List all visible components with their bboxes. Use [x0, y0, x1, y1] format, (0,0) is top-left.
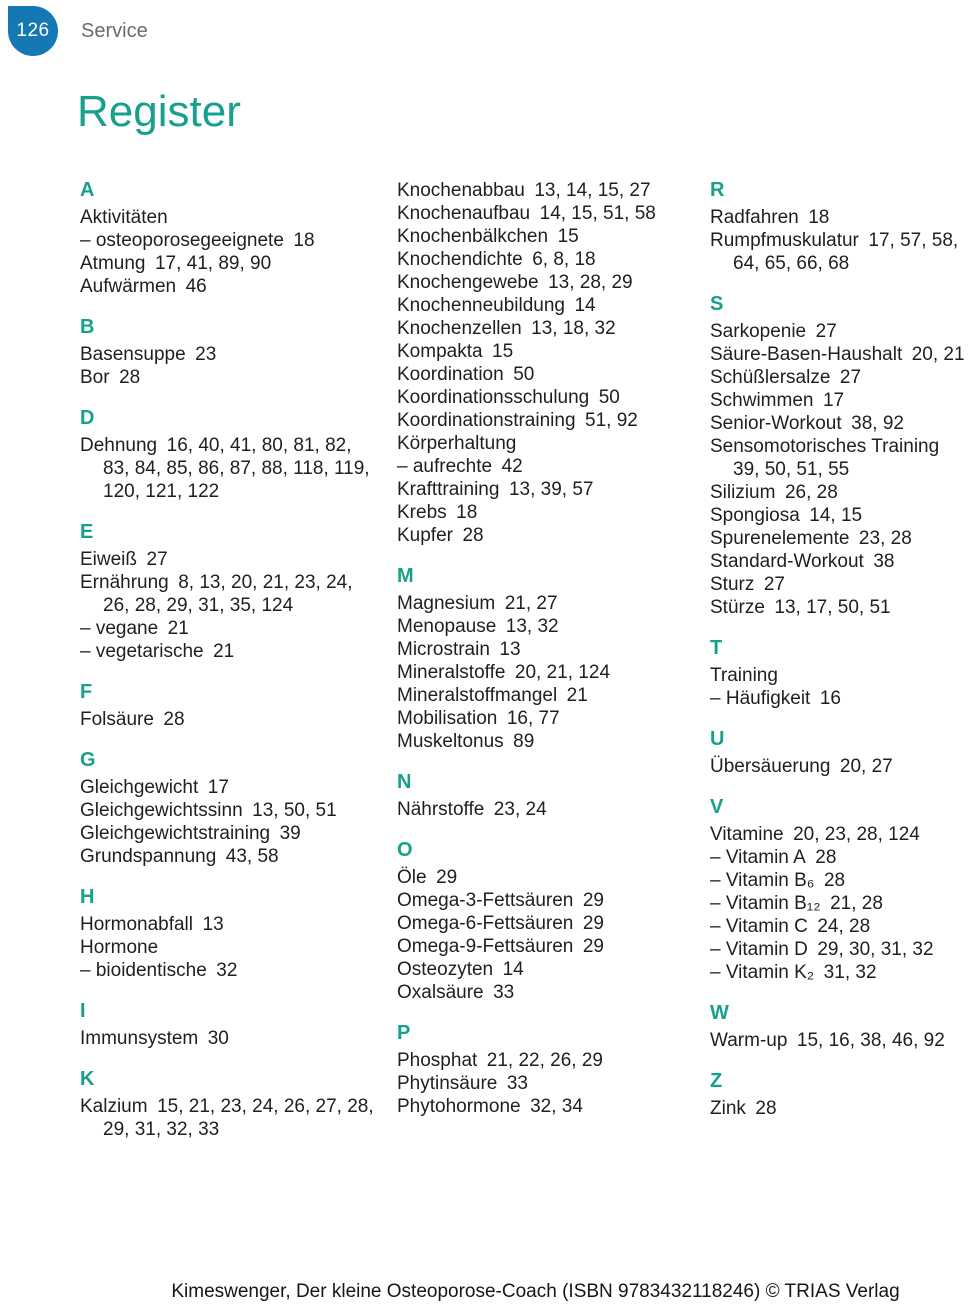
index-entry: Omega-9-Fettsäuren 29 — [397, 936, 604, 957]
index-entry: Knochenabbau 13, 14, 15, 27 — [397, 180, 651, 201]
index-entry: Grundspannung 43, 58 — [80, 846, 279, 867]
index-group-p — [397, 1022, 692, 1118]
section-letter: N — [397, 771, 412, 793]
page-title: Register — [77, 87, 241, 136]
section-letter: S — [710, 293, 724, 315]
index-entry: Phosphat 21, 22, 26, 29 — [397, 1050, 603, 1071]
index-entry: – Vitamin K₂ 31, 32 — [710, 962, 877, 983]
index-entry: – Vitamin C 24, 28 — [710, 916, 871, 937]
index-entry: Gleichgewicht 17 — [80, 777, 229, 798]
index-entry: Mobilisation 16, 77 — [397, 708, 560, 729]
index-entry: Rumpfmuskulatur 17, 57, 58, 64, 65, 66, 68 — [710, 230, 959, 274]
index-group-o — [397, 839, 692, 1004]
index-entry: Sensomotorisches Training 39, 50, 51, 55 — [710, 436, 949, 480]
index-entry: Silizium 26, 28 — [710, 482, 838, 503]
index-entry: Mineralstoffmangel 21 — [397, 685, 588, 706]
index-entry: – Vitamin B₁₂ 21, 28 — [710, 893, 883, 914]
section-letter: T — [710, 637, 723, 659]
index-entry: Hormonabfall 13 — [80, 914, 224, 935]
index-entry: Microstrain 13 — [397, 639, 521, 660]
index-entry: Basensuppe 23 — [80, 344, 217, 365]
index-group-t — [710, 637, 973, 710]
section-letter: M — [397, 565, 414, 587]
index-entry: Hormone — [80, 937, 159, 958]
index-entry: Koordinationsschulung 50 — [397, 387, 620, 408]
index-entry: Menopause 13, 32 — [397, 616, 559, 637]
section-letter: E — [80, 521, 94, 543]
section-label: Service — [81, 20, 148, 42]
index-entry: Knochenaufbau 14, 15, 51, 58 — [397, 203, 656, 224]
index-group-h — [80, 886, 377, 982]
index-entry: Schüßlersalze 27 — [710, 367, 862, 388]
index-entry: Gleichgewichtssinn 13, 50, 51 — [80, 800, 337, 821]
index-entry: Körperhaltung — [397, 433, 517, 454]
index-entry: Senior-Workout 38, 92 — [710, 413, 904, 434]
index-entry: Training — [710, 665, 778, 686]
index-group-n — [397, 771, 692, 821]
index-entry: Koordinationstraining 51, 92 — [397, 410, 638, 431]
index-group-r — [710, 179, 973, 275]
index-group-z — [710, 1070, 973, 1120]
page-number-badge — [8, 6, 58, 56]
index-entry: Phytohormone 32, 34 — [397, 1096, 583, 1117]
index-entry: Vitamine 20, 23, 28, 124 — [710, 824, 920, 845]
index-entry: Knochendichte 6, 8, 18 — [397, 249, 596, 270]
index-entry: Omega-3-Fettsäuren 29 — [397, 890, 604, 911]
index-entry: Spurenelemente 23, 28 — [710, 528, 912, 549]
index-entry: Kompakta 15 — [397, 341, 514, 362]
index-entry: Schwimmen 17 — [710, 390, 845, 411]
index-entry: – Vitamin B₆ 28 — [710, 870, 846, 891]
section-letter: P — [397, 1022, 411, 1044]
index-entry: Folsäure 28 — [80, 709, 185, 730]
index-entry: Eiweiß 27 — [80, 549, 168, 570]
index-entry: Knochenzellen 13, 18, 32 — [397, 318, 616, 339]
index-entry: Knochengewebe 13, 28, 29 — [397, 272, 633, 293]
index-entry: Magnesium 21, 27 — [397, 593, 558, 614]
section-letter: U — [710, 728, 725, 750]
index-group-g — [80, 749, 377, 868]
section-letter: B — [80, 316, 95, 338]
index-group-continued — [397, 179, 692, 547]
index-entry: Krafttraining 13, 39, 57 — [397, 479, 594, 500]
index-entry: Atmung 17, 41, 89, 90 — [80, 253, 272, 274]
section-letter: G — [80, 749, 96, 771]
section-letter: A — [80, 179, 95, 201]
index-entry: Stürze 13, 17, 50, 51 — [710, 597, 891, 618]
index-entry: Dehnung 16, 40, 41, 80, 81, 82, 83, 84, 85, 86, 87, 88, 118, 119, 120, 121, 122 — [80, 435, 370, 502]
index-entry: Mineralstoffe 20, 21, 124 — [397, 662, 611, 683]
index-entry: – vegane 21 — [80, 618, 189, 639]
index-entry: Übersäuerung 20, 27 — [710, 756, 893, 777]
index-entry: Sarkopenie 27 — [710, 321, 837, 342]
index-entry: – Häufigkeit 16 — [710, 688, 841, 709]
index-entry: – osteoporosegeeignete 18 — [80, 230, 315, 251]
index-entry: Phytinsäure 33 — [397, 1073, 528, 1094]
index-group-v — [710, 796, 973, 984]
index-group-d — [80, 407, 377, 503]
section-letter: W — [710, 1002, 729, 1024]
index-entry: – Vitamin A 28 — [710, 847, 837, 868]
index-entry: Öle 29 — [397, 867, 458, 888]
index-entry: Nährstoffe 23, 24 — [397, 799, 547, 820]
index-entry: Krebs 18 — [397, 502, 478, 523]
section-letter: F — [80, 681, 93, 703]
index-entry: Omega-6-Fettsäuren 29 — [397, 913, 604, 934]
index-entry: Koordination 50 — [397, 364, 535, 385]
index-group-e — [80, 521, 377, 663]
index-column-1 — [80, 179, 377, 1141]
index-entry: Osteozyten 14 — [397, 959, 524, 980]
index-entry: – Vitamin D 29, 30, 31, 32 — [710, 939, 934, 960]
index-entry: Muskeltonus 89 — [397, 731, 535, 752]
page-number: 126 — [16, 20, 50, 41]
index-group-k — [80, 1068, 377, 1141]
index-entry: Ernährung 8, 13, 20, 21, 23, 24, 26, 28, 29, 31, 35, 124 — [80, 572, 353, 616]
index-group-w — [710, 1002, 973, 1052]
index-entry: Gleichgewichtstraining 39 — [80, 823, 301, 844]
index-entry: Aufwärmen 46 — [80, 276, 207, 297]
index-group-i — [80, 1000, 377, 1050]
index-entry: Warm-up 15, 16, 38, 46, 92 — [710, 1030, 945, 1051]
index-group-a — [80, 179, 377, 298]
index-entry: – bioidentische 32 — [80, 960, 238, 981]
index-group-b — [80, 316, 377, 389]
index-group-s — [710, 293, 973, 619]
section-letter: K — [80, 1068, 95, 1090]
index-group-m — [397, 565, 692, 753]
index-entry: Kalzium 15, 21, 23, 24, 26, 27, 28, 29, 31, 32, 33 — [80, 1096, 374, 1140]
index-entry: Säure-Basen-Haushalt 20, 21 — [710, 344, 965, 365]
index-entry: Knochenneubildung 14 — [397, 295, 596, 316]
section-letter: O — [397, 839, 413, 861]
index-entry: Aktivitäten — [80, 207, 168, 228]
footer-credit: Kimeswenger, Der kleine Osteoporose-Coach (ISBN 9783432118246) © TRIAS Verlag — [171, 1281, 900, 1302]
section-letter: Z — [710, 1070, 723, 1092]
index-entry: Spongiosa 14, 15 — [710, 505, 863, 526]
section-letter: V — [710, 796, 724, 818]
index-entry: Radfahren 18 — [710, 207, 830, 228]
index-entry: Knochenbälkchen 15 — [397, 226, 579, 247]
section-letter: H — [80, 886, 95, 908]
index-entry: Sturz 27 — [710, 574, 785, 595]
index-entry: Oxalsäure 33 — [397, 982, 515, 1003]
index-entry: Immunsystem 30 — [80, 1028, 229, 1049]
index-entry: Kupfer 28 — [397, 525, 484, 546]
index-entry: – aufrechte 42 — [397, 456, 523, 477]
section-letter: I — [80, 1000, 86, 1022]
index-entry: Standard-Workout 38 — [710, 551, 895, 572]
index-column-2 — [397, 179, 692, 1141]
index-group-f — [80, 681, 377, 731]
index-entry: – vegetarische 21 — [80, 641, 235, 662]
index-entry: Zink 28 — [710, 1098, 777, 1119]
index-columns — [80, 179, 973, 1141]
index-column-3 — [710, 179, 973, 1141]
section-letter: R — [710, 179, 725, 201]
index-group-u — [710, 728, 973, 778]
section-letter: D — [80, 407, 95, 429]
index-entry: Bor 28 — [80, 367, 141, 388]
